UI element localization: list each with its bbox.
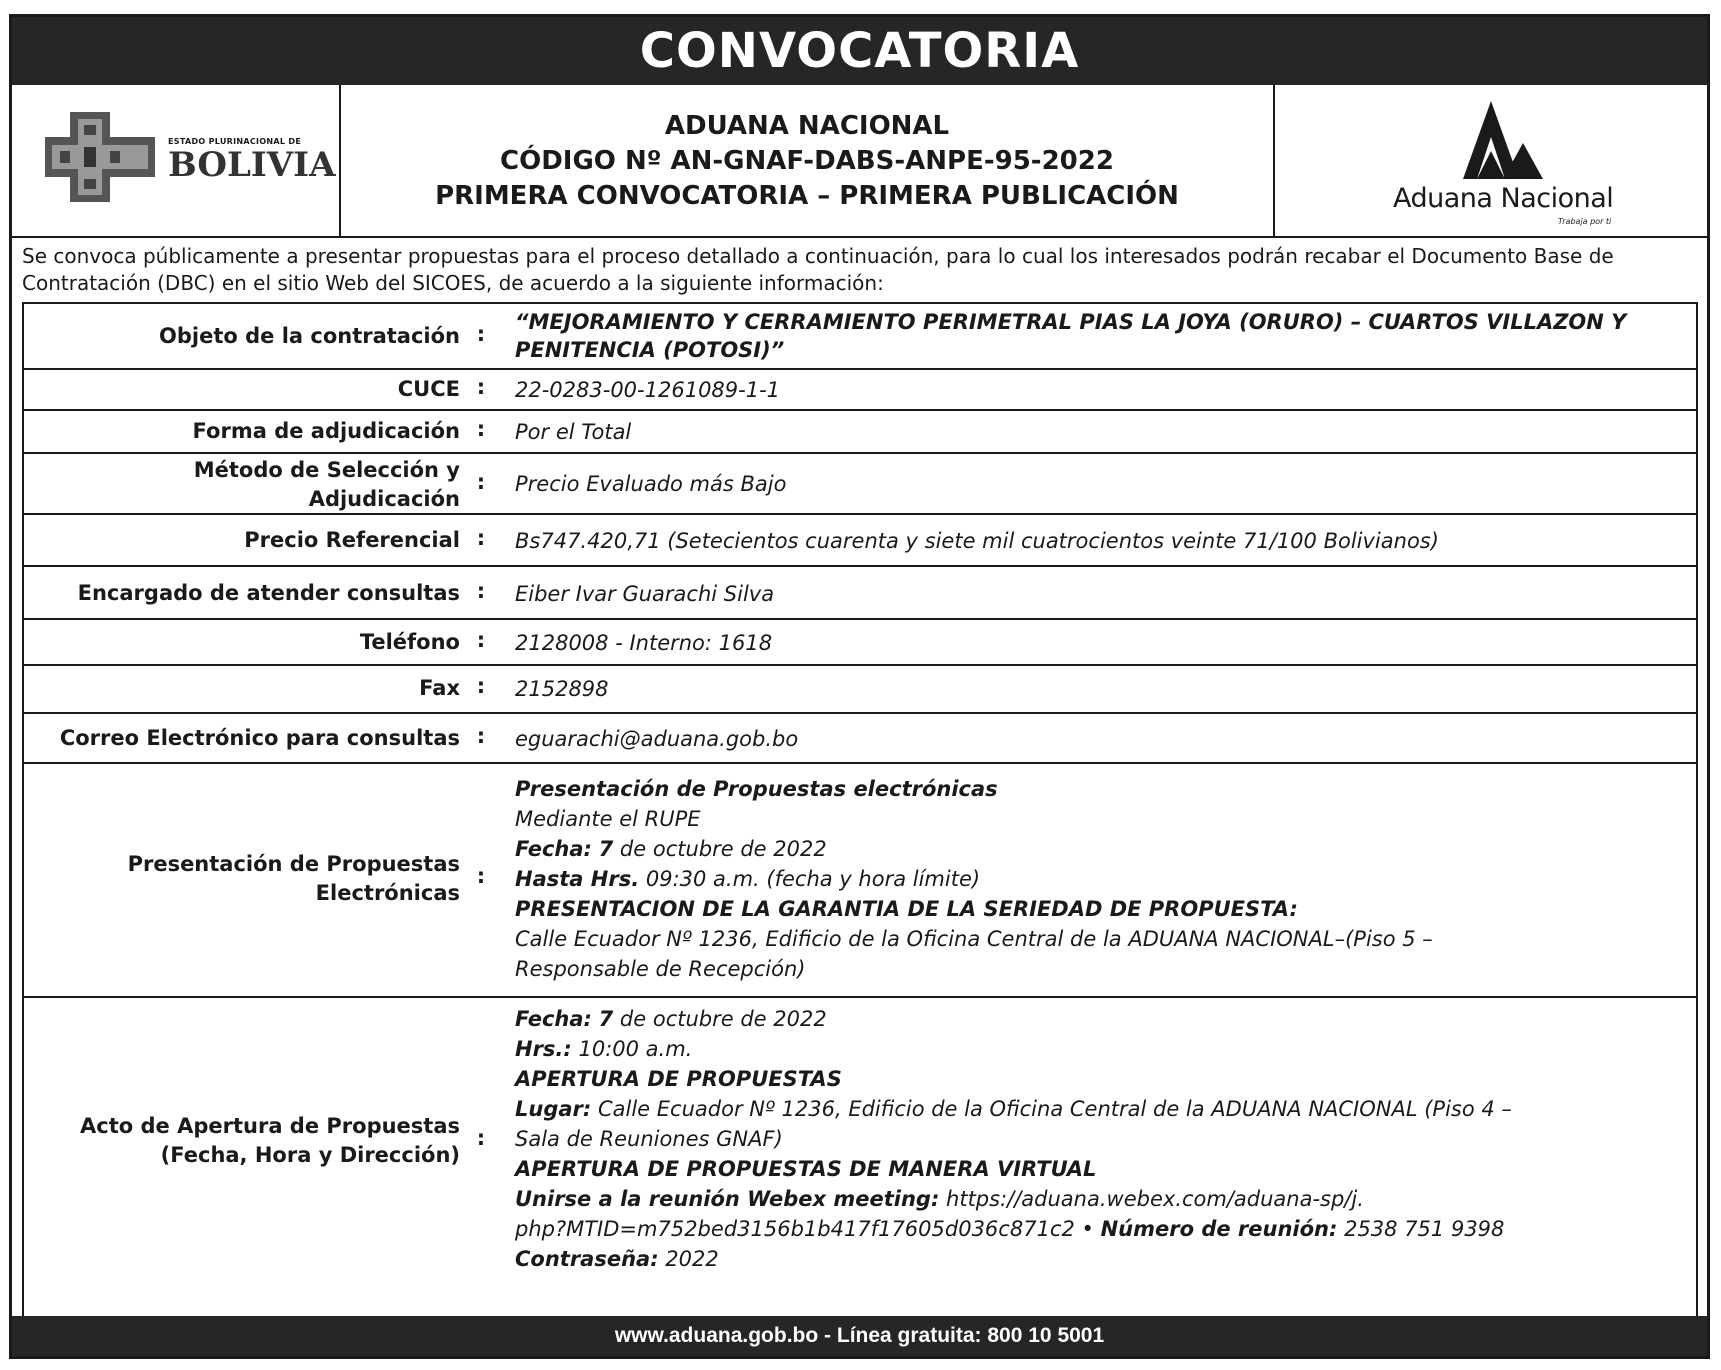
field-label: Correo Electrónico para consultas [59, 726, 460, 750]
table-row [24, 567, 1696, 620]
aduana-mountain-icon [1431, 91, 1551, 181]
bolivia-emblem-icon [40, 107, 160, 207]
field-value: Precio Evaluado más Bajo [515, 472, 787, 496]
field-label [24, 456, 460, 514]
field-label: Precio Referencial [244, 528, 460, 552]
header-line: PRIMERA CONVOCATORIA – PRIMERA PUBLICACIÓN [435, 181, 1179, 211]
apertura-fecha [515, 1004, 1685, 1034]
table-row [24, 666, 1696, 714]
colon: : [476, 674, 486, 698]
field-label-line: Presentación de Propuestas [127, 852, 460, 876]
field-label [24, 850, 460, 908]
fecha-label: Fecha: [515, 1007, 592, 1031]
bullet-separator: • [1074, 1217, 1101, 1241]
footer-bar: www.aduana.gob.bo - Línea gratuita: 800 10 5001 [12, 1316, 1707, 1356]
table-row [24, 620, 1696, 666]
aduana-logo-text: Aduana Nacional [1393, 183, 1614, 214]
apertura-hrs [515, 1034, 1685, 1064]
field-label-line: Método de Selección y [193, 458, 460, 482]
fecha-label: Fecha: [515, 837, 592, 861]
field-label: Encargado de atender consultas [77, 581, 460, 605]
garantia-heading: PRESENTACION DE LA GARANTIA DE LA SERIEDAD DE PROPUESTA: [515, 897, 1298, 921]
intro-text: Se convoca públicamente a presentar propuestas para el proceso detallado a continuación, para lo cual los interesados podrán recabar el Documento Base de Contratación (DBC) en el sitio Web del SICOES, de acuerdo a la siguiente información: [22, 244, 1614, 295]
page-title: CONVOCATORIA [12, 17, 1707, 85]
apertura-heading: APERTURA DE PROPUESTAS [515, 1067, 842, 1091]
webex-link[interactable]: https://aduana.webex.com/aduana-sp/j. [939, 1187, 1364, 1211]
virtual-heading: APERTURA DE PROPUESTAS DE MANERA VIRTUAL [515, 1157, 1097, 1181]
bolivia-logo [12, 85, 341, 236]
colon: : [476, 864, 486, 888]
field-value: Eiber Ivar Guarachi Silva [515, 582, 775, 606]
garantia-line: Calle Ecuador Nº 1236, Edificio de la Oficina Central de la ADUANA NACIONAL–(Piso 5 – [515, 927, 1433, 951]
field-label: Objeto de la contratación [159, 324, 460, 348]
field-value: “MEJORAMIENTO Y CERRAMIENTO PERIMETRAL PIAS LA JOYA (ORURO) – CUARTOS VILLAZON Y PENITENCIA (POTOSI)” [515, 310, 1627, 362]
fecha-rest: de octubre de 2022 [613, 1007, 827, 1031]
lugar-label: Lugar: [515, 1097, 592, 1121]
password-label: Contraseña: [515, 1247, 659, 1271]
table-row [24, 714, 1696, 764]
field-label-line: Acto de Apertura de Propuestas [80, 1114, 460, 1138]
hasta-value: 09:30 a.m. (fecha y hora límite) [639, 867, 981, 891]
aduana-logo [1275, 85, 1707, 236]
webex-line-2 [515, 1214, 1685, 1244]
numero-value: 2538 751 9398 [1337, 1217, 1505, 1241]
table-row [24, 515, 1696, 567]
field-value: 22-0283-00-1261089-1-1 [515, 378, 781, 402]
table-row [24, 304, 1696, 370]
table-row [24, 454, 1696, 515]
field-value: 2152898 [515, 677, 609, 701]
field-value: Por el Total [515, 420, 632, 444]
table-row [24, 764, 1696, 998]
colon: : [476, 579, 486, 603]
lugar-line: Calle Ecuador Nº 1236, Edificio de la Oficina Central de la ADUANA NACIONAL (Piso 4 – [591, 1097, 1512, 1121]
apertura-password [515, 1244, 1685, 1274]
field-value: 2128008 - Interno: 1618 [515, 631, 773, 655]
field-value: eguarachi@aduana.gob.bo [515, 727, 799, 751]
fecha-day: 7 [598, 1007, 614, 1031]
hasta-label: Hasta Hrs. [515, 867, 640, 891]
hrs-value: 10:00 a.m. [571, 1037, 693, 1061]
field-value [515, 1004, 1685, 1274]
colon: : [476, 375, 486, 399]
colon: : [476, 628, 486, 652]
field-label [24, 1112, 460, 1170]
logo-subtitle: ESTADO PLURINACIONAL DE [168, 137, 302, 146]
webex-line [515, 1184, 1685, 1214]
presentacion-fecha [515, 834, 1685, 864]
field-value [515, 774, 1685, 984]
header-center [341, 85, 1275, 236]
presentacion-hasta [515, 864, 1685, 894]
header [12, 85, 1707, 238]
field-label: Teléfono [359, 630, 460, 654]
password-value: 2022 [658, 1247, 719, 1271]
colon: : [476, 526, 486, 550]
header-line: CÓDIGO Nº AN-GNAF-DABS-ANPE-95-2022 [500, 146, 1114, 176]
table-row [24, 370, 1696, 411]
colon: : [476, 322, 486, 346]
field-label: Forma de adjudicación [192, 419, 460, 443]
table-row [24, 998, 1696, 1318]
logo-bolivia-text: BOLIVIA [168, 145, 336, 185]
numero-label: Número de reunión: [1100, 1217, 1338, 1241]
field-value: Bs747.420,71 (Setecientos cuarenta y siete mil cuatrocientos veinte 71/100 Bolivianos) [515, 529, 1439, 553]
webex-label: Unirse a la reunión Webex meeting: [515, 1187, 940, 1211]
colon: : [476, 724, 486, 748]
colon: : [476, 1126, 486, 1150]
lugar-line: Sala de Reuniones GNAF) [515, 1127, 783, 1151]
field-label-line: Electrónicas [315, 881, 460, 905]
field-label-line: (Fecha, Hora y Dirección) [160, 1143, 460, 1167]
header-line: ADUANA NACIONAL [664, 111, 950, 141]
field-label: Fax [419, 676, 460, 700]
table-row [24, 411, 1696, 454]
announcement-frame [9, 14, 1710, 1359]
field-label-line: Adjudicación [308, 487, 460, 511]
garantia-line: Responsable de Recepción) [515, 957, 806, 981]
fecha-day: 7 [598, 837, 614, 861]
apertura-lugar [515, 1094, 1685, 1124]
field-label: CUCE [397, 377, 460, 401]
fecha-rest: de octubre de 2022 [613, 837, 827, 861]
hrs-label: Hrs.: [515, 1037, 572, 1061]
colon: : [476, 470, 486, 494]
presentacion-heading: Presentación de Propuestas electrónicas [515, 777, 998, 801]
webex-link[interactable]: php?MTID=m752bed3156b1b417f17605d036c871c2 [515, 1217, 1075, 1241]
presentacion-rupe: Mediante el RUPE [515, 807, 701, 831]
aduana-tagline: Trabaja por ti [1558, 217, 1612, 226]
info-table [22, 302, 1698, 1320]
colon: : [476, 417, 486, 441]
